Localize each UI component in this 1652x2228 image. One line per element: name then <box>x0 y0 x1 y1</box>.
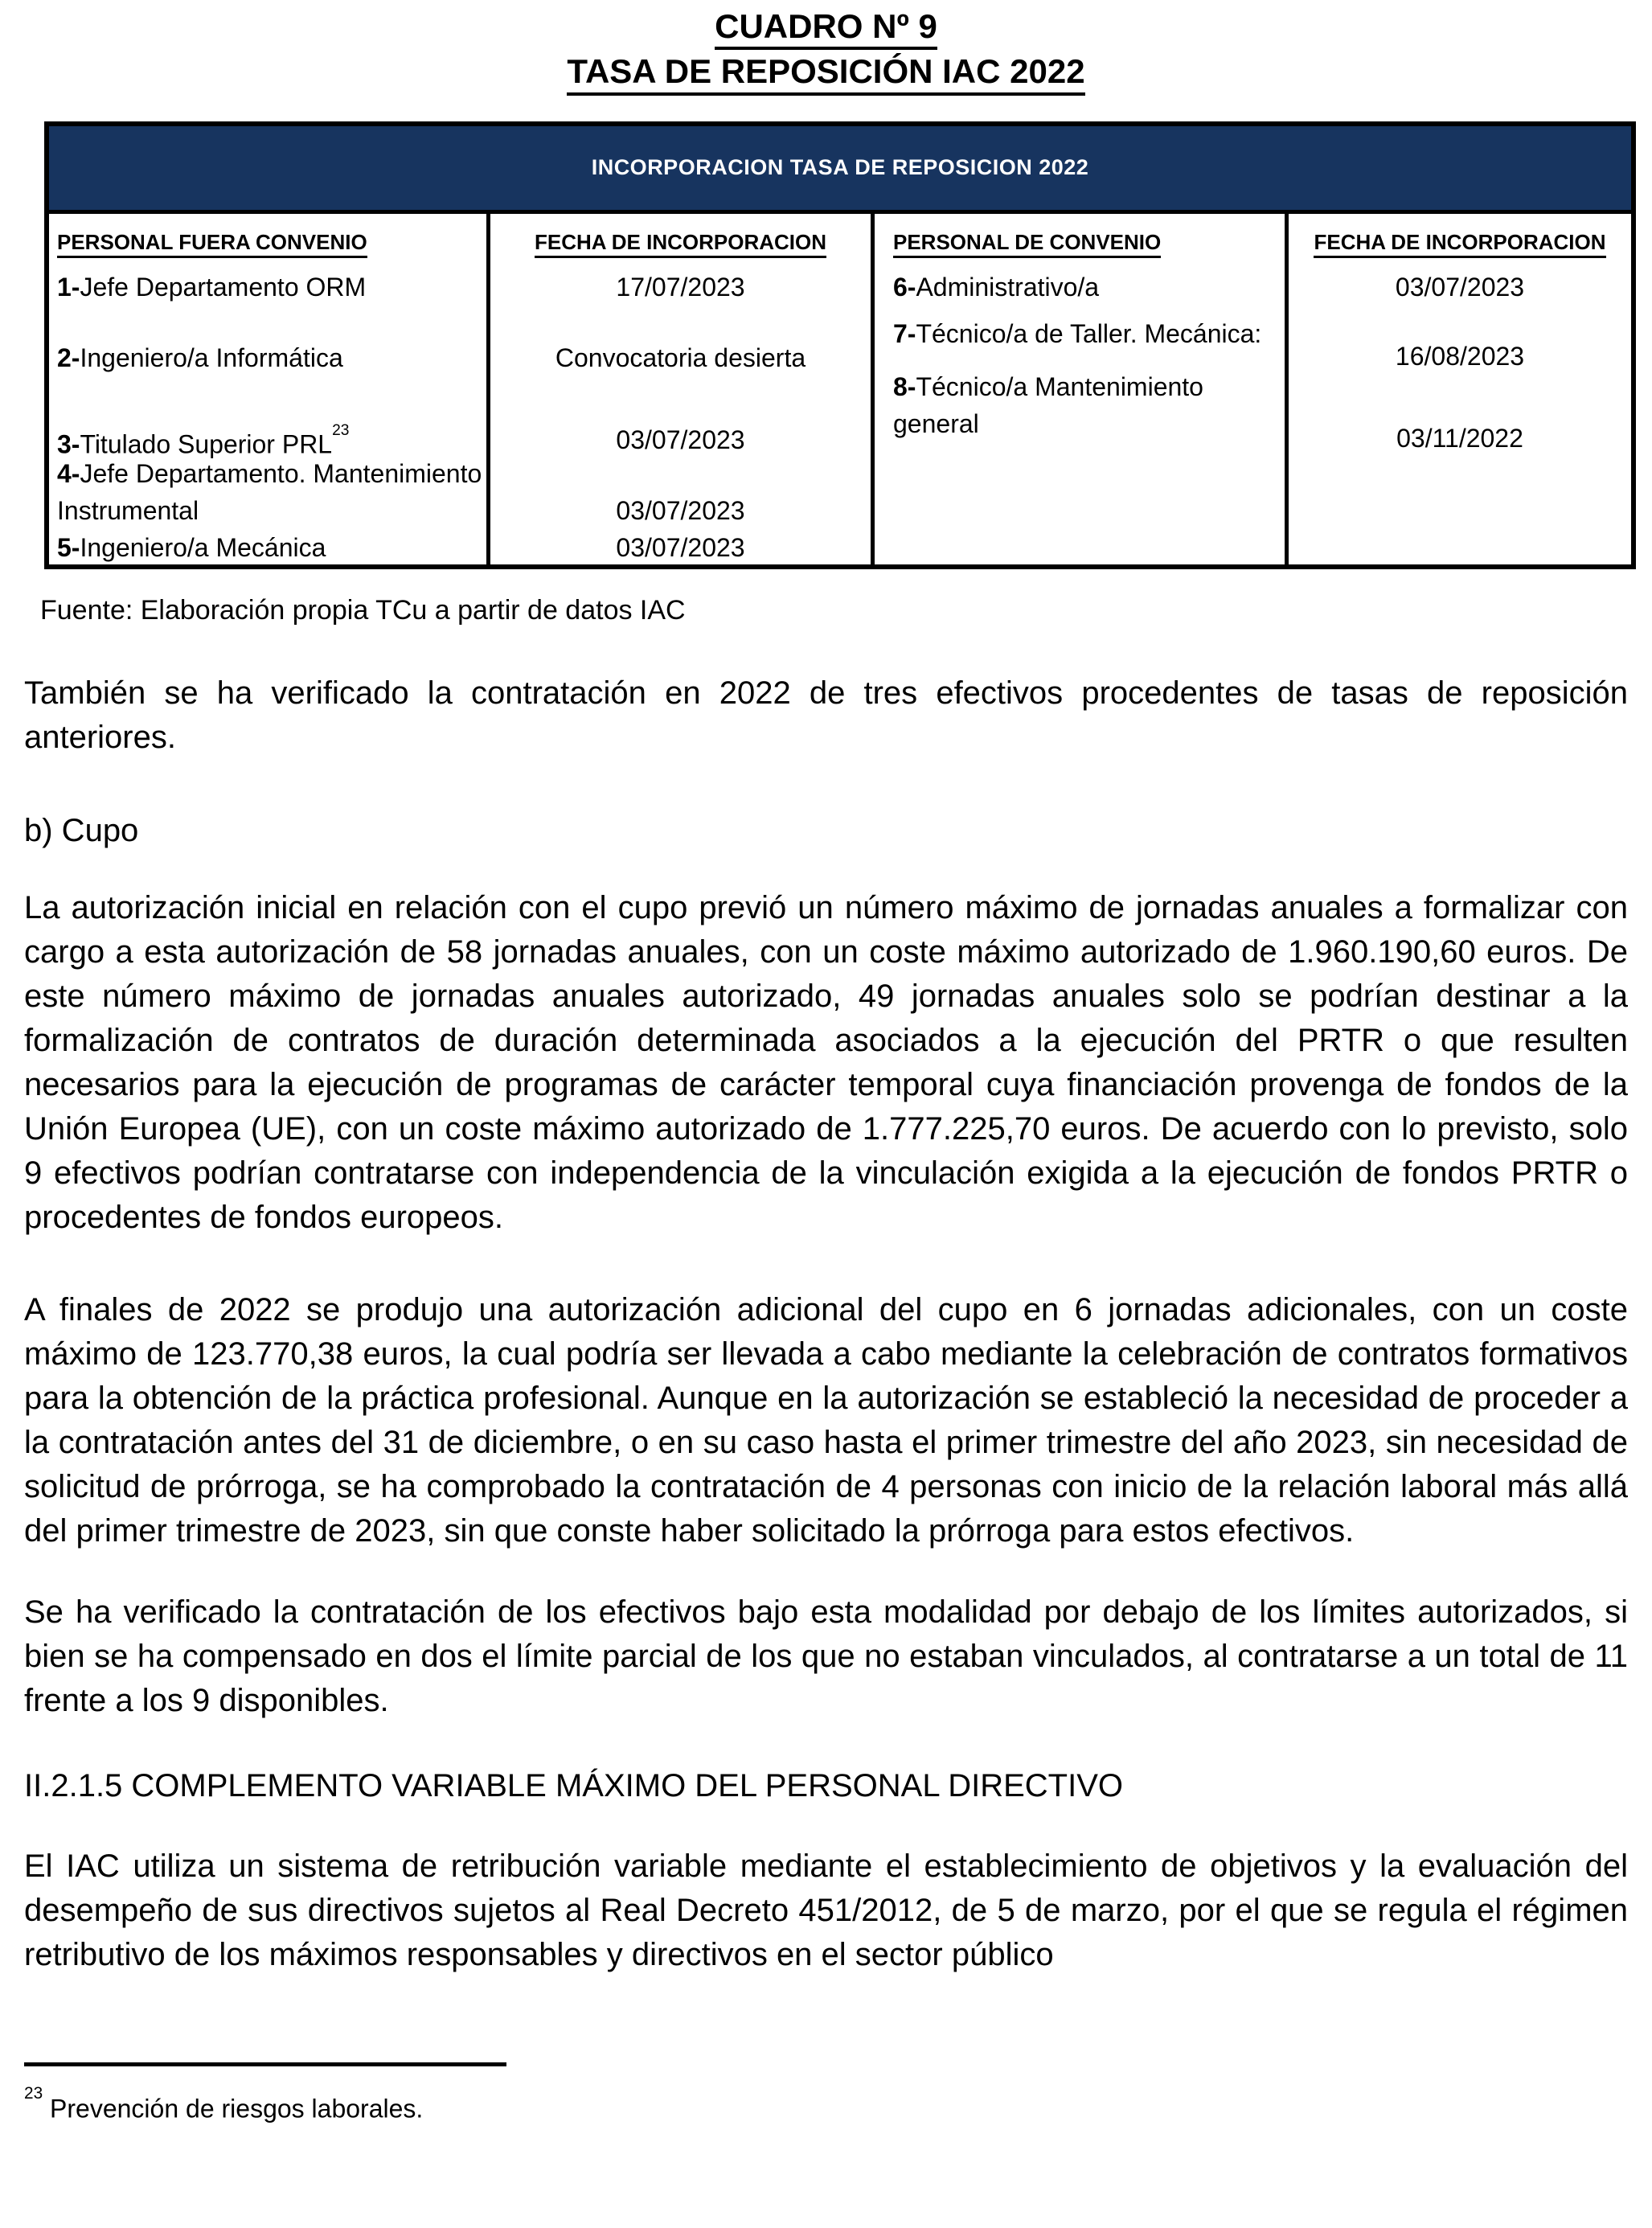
table-row-personal-2: 2-Ingeniero/a Informática <box>57 343 343 372</box>
table-banner-label: INCORPORACION TASA DE REPOSICION 2022 <box>591 155 1089 180</box>
title-line-2: TASA DE REPOSICIÓN IAC 2022 <box>567 53 1084 95</box>
heading-cupo: b) Cupo <box>24 812 139 848</box>
table-banner <box>49 126 1631 214</box>
table-cell-fecha-5: 03/07/2023 <box>616 532 745 562</box>
col-header-personal-de-convenio: PERSONAL DE CONVENIO <box>893 224 1161 261</box>
footnote-rule <box>24 2062 506 2066</box>
column-divider <box>871 214 875 564</box>
reposicion-table <box>44 121 1636 569</box>
footnote-marker: 23 <box>24 2084 43 2103</box>
col-header-fecha-incorporacion-2: FECHA DE INCORPORACION <box>1289 224 1631 261</box>
title-row-2 <box>0 53 1652 95</box>
title-line-1: CUADRO Nº 9 <box>715 8 937 50</box>
paragraph-tasas-anteriores: También se ha verificado la contratación en 2022 de tres efectivos procedentes de tasas de reposición anteriores. <box>24 675 1628 755</box>
table-row-personal-5: 5-Ingeniero/a Mecánica <box>57 532 326 562</box>
table-cell-fecha-2: Convocatoria desierta <box>555 343 806 372</box>
document-title <box>0 0 1652 96</box>
col-header-fecha-incorporacion-1: FECHA DE INCORPORACION <box>490 224 871 261</box>
title-row-1 <box>0 8 1652 50</box>
table-cell-fecha-4: 03/07/2023 <box>616 495 745 525</box>
column-divider <box>1285 214 1289 564</box>
table-cell-fecha-8: 03/11/2022 <box>1396 423 1523 453</box>
footnote-23 <box>24 2084 1652 2124</box>
col-header-personal-fuera-convenio: PERSONAL FUERA CONVENIO <box>57 224 367 261</box>
table-row-personal-3: 3-Titulado Superior PRL$^{23}$ <box>57 422 350 459</box>
table-row-personal-1: 1-Jefe Departamento ORM <box>57 272 367 302</box>
footnote-text: Prevención de riesgos laborales. <box>50 2094 424 2123</box>
table-row-personal-6: 6-Administrativo/a <box>893 272 1100 302</box>
footnote-ref-23: 23 <box>332 422 350 440</box>
section-heading-II-2-1-5: II.2.1.5 COMPLEMENTO VARIABLE MÁXIMO DEL PERSONAL DIRECTIVO <box>24 1767 1124 1803</box>
table-row-personal-4: 4-Jefe Departamento. Mantenimiento Instrumental <box>57 458 482 525</box>
paragraph-verificacion-limites: Se ha verificado la contratación de los efectivos bajo esta modalidad por debajo de los límites autorizados, si bien se ha compensado en dos el límite parcial de los que no estaban vinculados, al contratarse a un total de 11 frente a los 9 disponibles. <box>24 1594 1628 1718</box>
table-row-personal-7: 7-Técnico/a de Taller. Mecánica: <box>893 318 1262 348</box>
table-row-personal-8: 8-Técnico/a Mantenimiento general <box>893 371 1203 438</box>
table-cell-fecha-6: 03/07/2023 <box>1395 272 1525 302</box>
table-cell-fecha-1: 17/07/2023 <box>616 272 745 302</box>
paragraph-autorizacion-adicional: A finales de 2022 se produjo una autorización adicional del cupo en 6 jornadas adicionales, con un coste máximo de 123.770,38 euros, la cual podría ser llevada a cabo mediante la celebración de contratos formativos para la obtención de la práctica profesional. Aunque en la autorización se estableció la necesidad de proceder a la contratación antes del 31 de diciembre, o en su caso hasta el primer trimestre del año 2023, sin necesidad de solicitud de prórroga, se ha comprobado la contratación de 4 personas con inicio de la relación laboral más allá del primer trimestre de 2023, sin que conste haber solicitado la prórroga para estos efectivos. <box>24 1291 1628 1549</box>
table-source-note: Fuente: Elaboración propia TCu a partir de datos IAC <box>40 594 686 626</box>
table-cell-fecha-7: 16/08/2023 <box>1395 341 1525 371</box>
table-body <box>49 214 1631 564</box>
paragraph-autorizacion-inicial: La autorización inicial en relación con el cupo previó un número máximo de jornadas anuales a formalizar con cargo a esta autorización de 58 jornadas anuales, con un coste máximo autorizado de 1.960.190,60 euros. De este número máximo de jornadas anuales autorizado, 49 jornadas anuales solo se podrían destinar a la formalización de contratos de duración determinada asociados a la ejecución del PRTR o que resulten necesarios para la ejecución de programas de carácter temporal cuya financiación provenga de fondos de la Unión Europea (UE), con un coste máximo autorizado de 1.777.225,70 euros. De acuerdo con lo previsto, solo 9 efectivos podrían contratarse con independencia de la vinculación exigida a la ejecución de fondos PRTR o procedentes de fondos europeos. <box>24 889 1628 1235</box>
table-cell-fecha-3: 03/07/2023 <box>616 425 745 454</box>
paragraph-retribucion-variable: El IAC utiliza un sistema de retribución variable mediante el establecimiento de objetivos y la evaluación del desempeño de sus directivos sujetos al Real Decreto 451/2012, de 5 de marzo, por el que se regula el régimen retributivo de los máximos responsables y directivos en el sector público <box>24 1848 1628 1972</box>
